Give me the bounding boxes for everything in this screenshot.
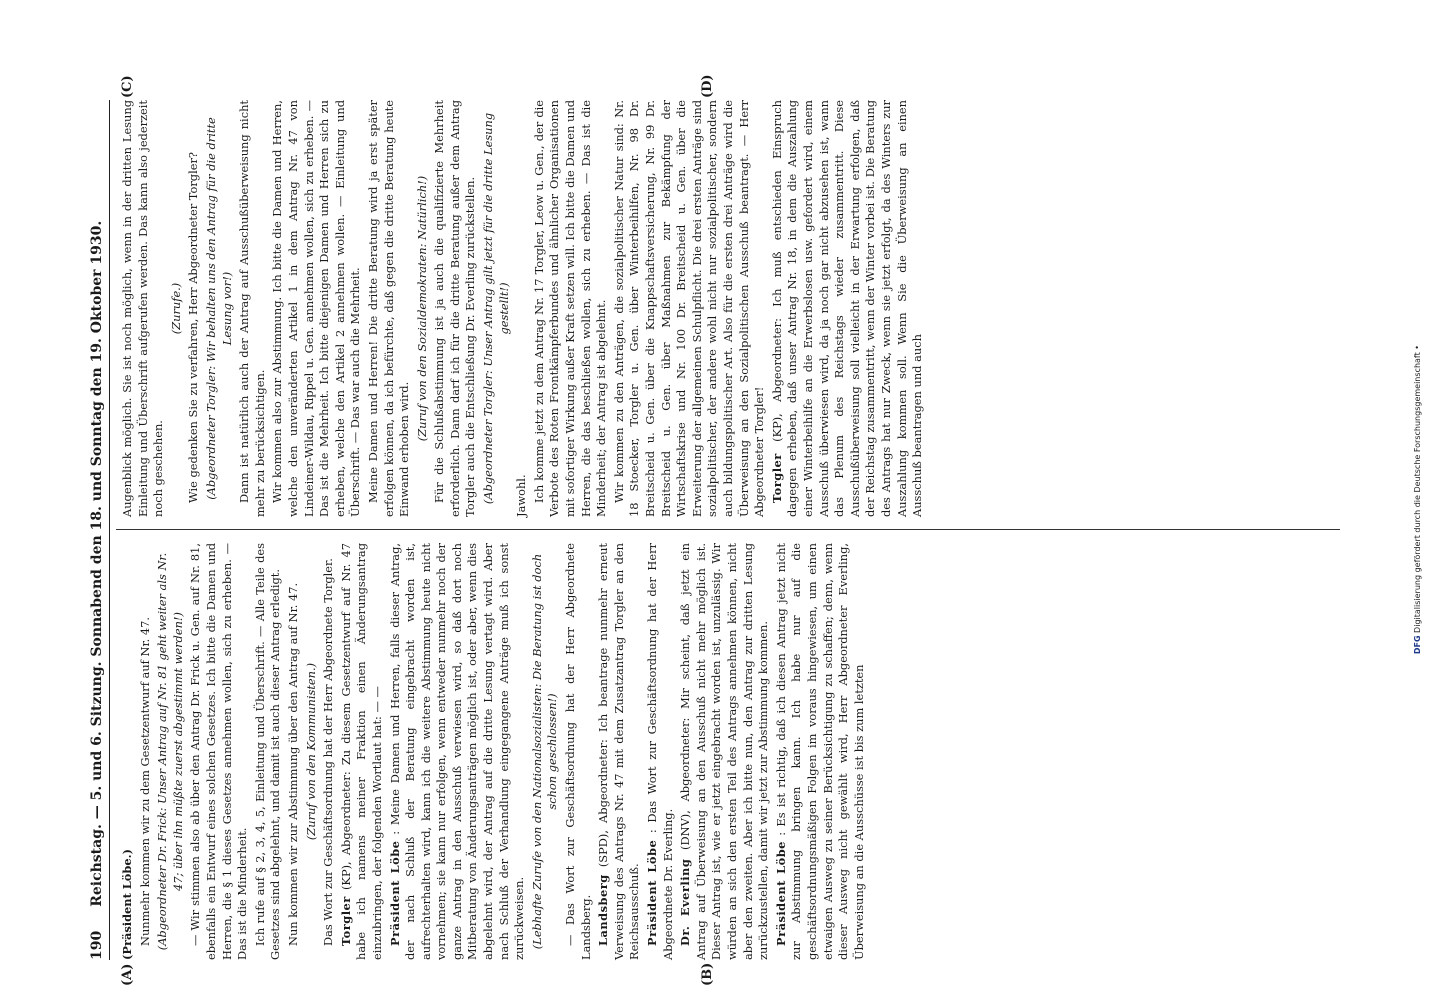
paragraph-text: (SPD), Abgeordneter: Ich beantrage nunmehr erneut Verweisung des Antrags Nr. 47 mit dem Zusatzantrag Torgler an den Reichsausschuß. bbox=[596, 542, 642, 960]
paragraph-text: — Wir stimmen also ab über den Antrag Dr. Frick u. Gen. auf Nr. 81, ebenfalls ein Entwurf eines solchen Gesetzes. Ich bitte die Damen und Herren, die § 1 dieses Gesetzes annehmen wollen, sich zu erheben. — Das ist die Minderheit. bbox=[188, 543, 250, 960]
paragraph bbox=[188, 543, 250, 960]
paragraph-text: (Präsident Löbe.) bbox=[120, 849, 134, 960]
dfg-logo: DFG bbox=[1412, 635, 1422, 655]
paragraph bbox=[366, 100, 413, 517]
speaker-name: Torgler bbox=[338, 896, 353, 946]
paragraph bbox=[596, 543, 643, 960]
paragraph-text: (Abgeordneter Dr. Frick: Unser Antrag auf Nr. 81 geht weiter als Nr. 47; über ihn müßte zuerst abgestimmt werden!) bbox=[155, 552, 185, 951]
paragraph-text: (Abgeordneter Torgler: Unser Antrag gilt jetzt für die dritte Lesung gestellt!) bbox=[481, 112, 511, 505]
speaker-heading bbox=[120, 543, 136, 960]
page-number: 190 bbox=[89, 930, 105, 960]
margin-letter-b: (B) bbox=[700, 962, 715, 986]
paragraph-text: Dann ist natürlich auch der Antrag auf Ausschußüberweisung nicht mehr zu berücksichtigen. bbox=[237, 100, 267, 517]
digitization-sidebar bbox=[1404, 10, 1430, 990]
paragraph bbox=[186, 100, 202, 517]
paragraph bbox=[321, 543, 337, 960]
paragraph-text: Ich rufe auf § 2, 3, 4, 5, Einleitung und Überschrift. — Alle Teile des Gesetzes sind abgelehnt, und damit ist auch dieser Antrag erledigt. bbox=[252, 543, 283, 960]
paragraph-text: Jawohl. bbox=[514, 474, 529, 517]
paragraph-text: Wir kommen zu den Anträgen, die sozialpolitischer Natur sind: Nr. 18 Stoecker, Torgler u. Gen. über Winterbeihilfen, Nr. 98 Dr. Breitscheid u. Gen. über die Knappschaftsversicherung, Nr. 99 Dr. Breitscheid u. Gen. über Maßnahmen zur Bekämpfung der Wirtschaftskrise und Nr. 100 Dr. Breitscheid u. Gen. über die Erweiterung der allgemeinen Schulpflicht. Die drei ersten Anträge sind sozialpolitischer, der andere wohl nicht nur sozialpolitischer, sondern auch bildungspolitischer Art. Also für die ersten drei Anträge wird die Überweisung an den Sozialpolitischen Ausschuß beantragt. — Herr Abgeordneter Torgler! bbox=[611, 100, 767, 517]
paragraph-text: Meine Damen und Herren! Die dritte Beratung wird ja erst später erfolgen können, da ich befürchte, daß gegen die dritte Beratung heute Einwand erhoben wird. bbox=[365, 100, 412, 517]
right-column bbox=[120, 100, 1340, 517]
interjection bbox=[169, 100, 185, 517]
paragraph bbox=[270, 100, 364, 517]
paragraph-text: (Zurufe.) bbox=[168, 282, 183, 335]
paragraph-text: Wie gedenken Sie zu verfahren, Herr Abgeordneter Torgler? bbox=[186, 151, 201, 503]
rotated-page bbox=[80, 74, 1340, 986]
paragraph bbox=[432, 100, 479, 517]
paragraph-text: Für die Schlußabstimmung ist ja auch die qualifizierte Mehrheit erforderlich. Dann darf ich für die dritte Beratung außer dem Antrag Torgler auch die Entschließung Dr. Everling zurückstellen. bbox=[432, 100, 478, 517]
interjection bbox=[481, 100, 512, 517]
paragraph bbox=[253, 543, 284, 960]
interjection bbox=[155, 543, 186, 960]
page-title: Reichstag. — 5. und 6. Sitzung. Sonnabend den 18. und Sonntag den 19. Oktober 1930. bbox=[89, 220, 105, 907]
paragraph-text: — Das Wort zur Geschäftsordnung hat der Herr Abgeordnete Landsberg. bbox=[563, 543, 593, 960]
paragraph bbox=[120, 100, 167, 517]
speaker-name: Präsident Löbe bbox=[387, 840, 402, 946]
speaker-name: Präsident Löbe bbox=[645, 839, 659, 946]
speaker-name: Präsident Löbe bbox=[773, 841, 788, 946]
columns bbox=[120, 100, 1340, 960]
page-header bbox=[80, 100, 110, 960]
paragraph bbox=[678, 543, 772, 960]
paragraph bbox=[774, 543, 868, 960]
paragraph-text: (Abgeordneter Torgler: Wir behalten uns den Antrag für die dritte Lesung vor!) bbox=[203, 117, 234, 500]
interjection bbox=[304, 543, 320, 960]
interjection bbox=[204, 100, 235, 517]
speaker-name: Dr. Everling bbox=[678, 858, 693, 946]
paragraph-text: (Zuruf von den Sozialdemokraten: Natürlich!) bbox=[414, 175, 429, 442]
margin-letter-c: (C) bbox=[120, 75, 135, 98]
left-column bbox=[120, 543, 1340, 960]
interjection bbox=[530, 543, 561, 960]
speaker-name: Torgler bbox=[769, 453, 784, 503]
paragraph bbox=[138, 543, 154, 960]
paragraph-text: : Meine Damen und Herren, falls dieser Antrag, der nach Schluß der Beratung eingebracht worden ist, aufrechterhalten wird, kann ich die weitere Abstimmung heute nicht vornehmen; sie kann nur erfolgen, wenn entweder nunmehr noch der ganze Antrag in den Ausschuß verwiesen wird, so daß dort noch Mitberatung von Änderungsanträgen möglich ist, oder aber, wenn dies abgelehnt wird, der Antrag auf die dritte Lesung vertagt wird. Aber nach Schluß der Verhandlung eingegangene Anträge muß ich sonst zurückweisen. bbox=[387, 542, 527, 960]
paragraph-text: : Es ist richtig, daß ich diesen Antrag jetzt nicht zur Abstimmung bringen kann. Ich habe nur auf die geschäftsordnungsmäßigen Folgen im voraus hingewiesen, um einen etwaigen Ausweg zu seiner Berücksichtigung zu schaffen; denn, wenn dieser Ausweg nicht gewählt wird, Herr Abgeordneter Everling, Überweisung an die Ausschüsse ist bis zum letzten bbox=[773, 543, 866, 960]
paragraph bbox=[612, 100, 768, 517]
paragraph-text: (DNV), Abgeordneter: Mir scheint, daß jetzt ein Antrag auf Überweisung an den Ausschuß nicht mehr möglich ist. Dieser Antrag ist, wie er jetzt eingebracht worden ist, unzulässig. Wir würden an sich den ersten Teil des Antrags annehmen können, nicht aber den zweiten. Aber ich bitte nun, den Antrag zur dritten Lesung zurückzustellen, damit wir jetzt zur Abstimmung kommen. bbox=[678, 542, 771, 960]
paragraph-text: (Zuruf von den Kommunisten.) bbox=[303, 662, 318, 841]
sidebar-text: Digitalisierung gefördert durch die Deutsche Forschungsgemeinschaft • bbox=[1412, 345, 1422, 634]
paragraph bbox=[237, 100, 268, 517]
speaker-name: Landsberg bbox=[596, 874, 611, 946]
paragraph bbox=[286, 543, 302, 960]
paragraph-text: (Lebhafte Zurufe von den Nationalsozialisten: Die Beratung ist doch schon geschlossen!) bbox=[529, 553, 560, 950]
margin-letter-d: (D) bbox=[700, 74, 715, 98]
paragraph bbox=[532, 100, 610, 517]
paragraph bbox=[514, 100, 530, 517]
paragraph bbox=[339, 543, 386, 960]
paragraph bbox=[563, 543, 594, 960]
interjection bbox=[415, 100, 431, 517]
paragraph-text: Nunmehr kommen wir zu dem Gesetzentwurf auf Nr. 47. bbox=[137, 616, 152, 946]
paragraph-text: Augenblick möglich. Sie ist noch möglich, wenn in der dritten Lesung Einleitung und Überschrift aufgerufen werden. Das kann also jederzeit noch geschehen. bbox=[120, 100, 166, 517]
paragraph-text: Das Wort zur Geschäftsordnung hat der Herr Abgeordnete Torgler. bbox=[321, 558, 336, 946]
margin-letter-a: (A) bbox=[120, 963, 135, 986]
paragraph-text: Ich komme jetzt zu dem Antrag Nr. 17 Torgler, Leow u. Gen., der die Verbote des Roten Frontkämpferbundes und ähnlicher Organisationen mit sofortiger Wirkung außer Kraft setzen will. Ich bitte die Damen und Herren, die das beschließen wollen, sich zu erheben. — Das ist die Minderheit; der Antrag ist abgelehnt. bbox=[531, 100, 609, 517]
paragraph-text: Wir kommen also zur Abstimmung. Ich bitte die Damen und Herren, welche den unveränderten Artikel 1 in dem Antrag Nr. 47 von Lindeiner-Wildau, Rippel u. Gen. annehmen wollen, sich zu erheben. — Das ist die Mehrheit. Ich bitte diejenigen Damen und Herren sich zu erheben, welche den Artikel 2 annehmen wollen. — Einleitung und Überschrift. — Das war auch die Mehrheit. bbox=[270, 100, 363, 517]
paragraph-text: (KP), Abgeordneter: Ich muß entschieden Einspruch dagegen erheben, daß unser Antrag Nr. 18, in dem die Auszahlung einer Winterbeihilfe an die Erwerbslosen usw. gefordert wird, einem Ausschuß überwiesen wird, da ja noch gar nicht abzusehen ist, wann das Plenum des Reichstags wieder zusammentritt. Diese Ausschußüberweisung soll vielleicht in der Erwartung erfolgen, daß der Reichstag zusammentritt, wenn der Winter vorbei ist. Die Beratung des Antrags hat nur Zweck, wenn sie jetzt erfolgt, da des Winters zur Auszahlung kommen soll. Wenn Sie die Überweisung an einen Ausschuß beantragen und auch bbox=[769, 99, 925, 517]
paragraph bbox=[388, 543, 528, 960]
paragraph-text: : Das Wort zur Geschäftsordnung hat der Herr Abgeordnete Dr. Everling. bbox=[645, 543, 675, 960]
paragraph-text: (KP), Abgeordneter: Zu diesem Gesetzentwurf auf Nr. 47 habe ich namens meiner Fraktion einen Änderungsantrag einzubringen, der folgenden Wortlaut hat: — — bbox=[338, 543, 384, 960]
paragraph bbox=[770, 100, 926, 517]
paragraph bbox=[645, 543, 676, 960]
paragraph-text: Nun kommen wir zur Abstimmung über den Antrag auf Nr. 47. bbox=[285, 582, 300, 946]
